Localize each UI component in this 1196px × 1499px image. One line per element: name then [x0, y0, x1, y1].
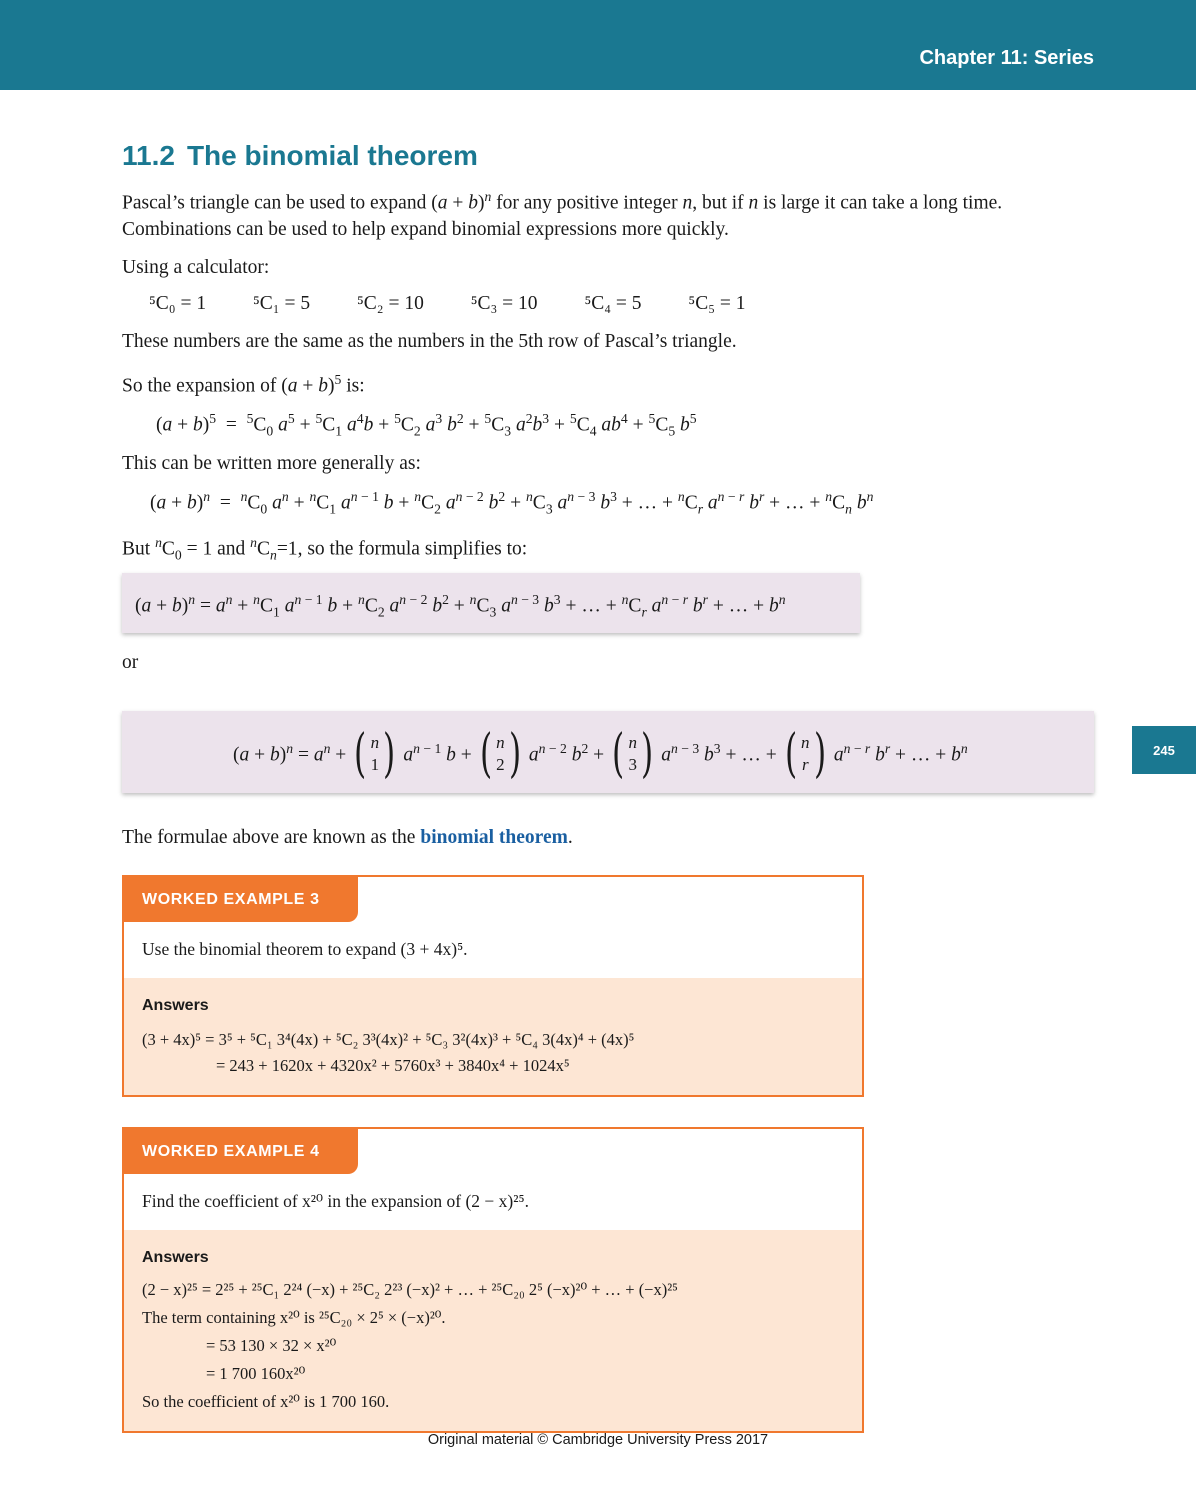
simplify-text-c: , so the formula simplifies to: [297, 538, 528, 560]
answer-line: = 243 + 1620x + 4320x² + 5760x³ + 3840x⁴ + 1024x⁵ [216, 1056, 570, 1075]
answers-panel [124, 1230, 862, 1431]
or-text: or [122, 652, 139, 673]
worked-example-3 [122, 875, 864, 1097]
answer-line: (2 − x)²⁵ = 2²⁵ + ²⁵C₁ 2²⁴ (−x) + ²⁵C₂ 2²³ (−x)² + … + ²⁵C₂₀ 2⁵ (−x)²⁰ + … + (−x)²⁵ [142, 1280, 678, 1299]
expansion-intro: So the expansion of $(a + b)^5$ is: [122, 371, 365, 396]
combinations-row [149, 293, 1082, 315]
answer-line: = 53 130 × 32 × x²⁰ [206, 1336, 337, 1355]
combination-value: ⁵C₃ = 10 [470, 292, 538, 314]
binomial-coefficient: ( n 2 ) [479, 724, 521, 784]
intro-text-d: is large it can take a long time. Combinations can be used to help expand binomial expressions more quickly. [122, 192, 1003, 240]
section-number: 11.2 [122, 140, 175, 171]
copyright-footer: Original material © Cambridge University Press 2017 [427, 1432, 769, 1448]
combination-value: ⁵C₅ = 1 [688, 292, 746, 314]
answers-label: Answers [142, 1249, 209, 1266]
section-title-text: The binomial theorem [186, 140, 478, 171]
answer-line: (3 + 4x)⁵ = 3⁵ + ⁵C₁ 3⁴(4x) + ⁵C₂ 3³(4x)² + ⁵C₃ 3²(4x)³ + ⁵C₄ 3(4x)⁴ + (4x)⁵ [142, 1030, 635, 1049]
binomial-coefficient: ( n 3 ) [612, 724, 654, 784]
intro-text-c: , but if [692, 192, 749, 214]
worked-example-label: WORKED EXAMPLE 3 [124, 877, 358, 922]
answers-label: Answers [142, 997, 209, 1014]
intro-paragraph: Pascal’s triangle can be used to expand $(a + b)^n$ for any positive integer n, but if n is large it can take a long time. Combinations can be used to help expand binomial expressions more quickly. [122, 189, 1003, 240]
section-title [122, 140, 1082, 172]
combination-value: ⁵C₁ = 5 [252, 292, 311, 314]
answer-line: The term containing x²⁰ is ²⁵C₂₀ × 2⁵ × (−x)²⁰. [142, 1308, 446, 1327]
known-text-b: . [567, 827, 573, 848]
answer-line: = 1 700 160x²⁰ [206, 1364, 306, 1383]
general-intro: This can be written more generally as: [122, 453, 421, 475]
worked-example-4 [122, 1127, 864, 1433]
formula-box-binomial-coefficients [122, 711, 1094, 793]
combination-value: ⁵C₀ = 1 [149, 292, 207, 314]
combination-value: ⁵C₄ = 5 [584, 292, 642, 314]
binomial-coefficient: ( n r ) [784, 724, 826, 784]
expansion-equation-5: $(a + b)^5 = ^5C_0$ $a^5 + ^5C_1$ $a^4b + ^5C_2$ $a^3$ $b^2 + ^5C_3$ $a^2b^3 + ^5C_4$ $ab^4 + ^5C_5$ $b^5$ [156, 411, 697, 439]
chapter-title: Chapter 11: Series [919, 47, 1094, 69]
general-equation: $(a + b)^n = ^nC_0$ $a^n + ^nC_1$ $a^{n - 1}$ $b + ^nC_2$ $a^{n - 2}$ $b^2 + ^nC_3$ $a^{n - 3}$ $b^3$ + … + $^nC_r$ $a^{n - r}$ $b^r$ + … + $^nC_n$ $b^n$ [150, 489, 874, 517]
simplify-text-b: and [212, 538, 251, 560]
pascal-note: These numbers are the same as the numbers in the 5th row of Pascal’s triangle. [122, 330, 737, 352]
worked-example-label: WORKED EXAMPLE 4 [124, 1129, 358, 1174]
header-bar [0, 0, 1196, 90]
expansion-text: So the expansion of [122, 375, 282, 396]
intro-text-a: Pascal’s triangle can be used to expand [122, 192, 432, 214]
page-number: 245 [1132, 726, 1196, 774]
intro-text-b: for any positive integer [491, 192, 683, 214]
calculator-text: Using a calculator: [122, 256, 270, 278]
binomial-formula-1: $(a + b)^n = a^n + ^nC_1$ $a^{n - 1}$ $b + ^nC_2$ $a^{n - 2}$ $b^2 + ^nC_3$ $a^{n - 3}$ $b^3$ + … + $^nC_r$ $a^{n - r}$ $b^r$ + … + $b^n$ [135, 592, 786, 620]
binomial-theorem-note [122, 827, 573, 849]
binomial-formula-2: $(a + b)^n = a^n$ + ( n 1 ) $a^{n - 1}$ b + ( n 2 ) $a^{n - 2}$ $b^2$ + ( n 3 ) $a^{n - 3}$ $b^3$ + … + ( n r ) $a^{n - r}$ $b^r$ + … + $b^n$ [233, 724, 968, 784]
answer-line: So the coefficient of x²⁰ is 1 700 160. [142, 1392, 390, 1411]
combination-value: ⁵C₂ = 10 [356, 292, 424, 314]
expansion-is: is: [341, 375, 365, 396]
key-term: binomial theorem [420, 827, 568, 848]
main-content [122, 140, 1082, 580]
simplify-note: But $^nC_0 = 1$ and $^nC_n=1$, so the formula simplifies to: [122, 534, 528, 563]
answers-panel [124, 978, 862, 1095]
binomial-coefficient: ( n 1 ) [354, 724, 396, 784]
formula-box-combinations [122, 573, 860, 633]
worked-example-question: Find the coefficient of x²⁰ in the expansion of (2 − x)²⁵. [142, 1191, 529, 1211]
known-text-a: The formulae above are known as the [122, 827, 421, 848]
worked-example-question: Use the binomial theorem to expand (3 + 4x)⁵. [142, 939, 468, 959]
simplify-text-a: But [122, 538, 156, 560]
